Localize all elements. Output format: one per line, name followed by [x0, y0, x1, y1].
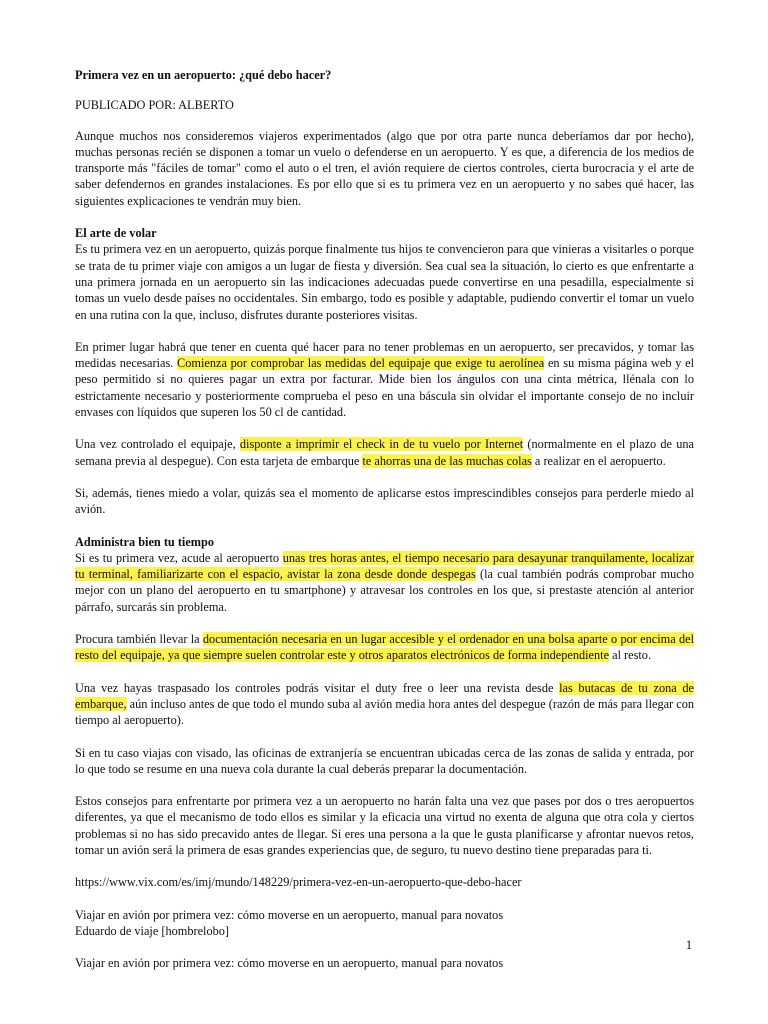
article-title: Primera vez en un aeropuerto: ¿qué debo hacer? — [75, 68, 332, 82]
paragraph: Si en tu caso viajas con visado, las oficinas de extranjería se encuentran ubicadas cerca de las zonas de salida y entrada, por lo que todo se resume en una nueva cola durante la cual deberás preparar la documentación. — [75, 745, 694, 776]
highlighted-text: unas tres horas antes, el tiempo necesario para desayunar tranquilamente, localizar tu terminal, familiarizarte con el espacio, avistar la zona desde donde despegas — [75, 550, 695, 582]
text-run: Si es tu primera vez, acude al aeropuerto — [75, 550, 283, 565]
text-run: a realizar en el aeropuerto. — [531, 453, 666, 468]
section-heading-administra-tiempo: Administra bien tu tiempo — [75, 534, 215, 549]
reference-author: Eduardo de viaje [hombrelobo] — [75, 923, 229, 938]
highlighted-text: las butacas de tu zona de embarque, — [75, 680, 694, 711]
text-run: (normalmente en el plazo de una semana previa al despegue). Con esta tarjeta de embarque — [75, 437, 694, 468]
paragraph: Si, además, tienes miedo a volar, quizás sea el momento de aplicarse estos imprescindibles consejos para perderle miedo al avión. — [75, 485, 694, 517]
text-run: Una vez controlado el equipaje, — [75, 437, 240, 452]
article-byline: PUBLICADO POR: ALBERTO — [75, 98, 234, 113]
text-run: en su misma página web y el peso permitido si no quieres pagar un extra por facturar. Mide bien los ángulos con una cinta métrica, llénala con lo estrictamente necesario y posteriormente comprueba el peso en una báscula sin olvidar el importante consejo de no incluir envases con líquidos que superen los 50 cl de cantidad. — [75, 356, 694, 420]
section-heading-arte-de-volar: El arte de volar — [75, 226, 157, 241]
intro-paragraph: Aunque muchos nos consideremos viajeros experimentados (algo que por otra parte nunca deberíamos dar por hecho), muchas personas recién se disponen a tomar un vuelo o defenderse en un aeropuerto. Y es que, a diferencia de los medios de transporte más "fáciles de tomar" como el auto o el tren, el avión requiere de ciertos controles, cierta burocracia y el arte de saber defendernos en grandes instalaciones. Es por ello que si es tu primera vez en un aeropuerto y no sabes qué hacer, las siguientes explicaciones te vendrán muy bien. — [75, 128, 694, 208]
paragraph: Es tu primera vez en un aeropuerto, quizás porque finalmente tus hijos te convencieron para que vinieras a visitarles o porque se trata de tu primer viaje con amigos a un lugar de fiesta y diversión. Sea cual sea la situación, lo cierto es que enfrentarte a una primera jornada en un aeropuerto sin las indicaciones adecuadas puede convertirse en una pesadilla, especialmente si tomas un vuelo desde países no occidentales. Sin embargo, todo es posible y adaptable, pudiendo convertir el tomar un vuelo en una rutina con la que, incluso, disfrutes durante posteriores visitas. — [75, 242, 694, 322]
highlighted-text: Comienza por comprobar las medidas del equipaje que exige tu aerolínea — [177, 356, 545, 371]
paragraph — [75, 680, 694, 729]
reference-title: Viajar en avión por primera vez: cómo moverse en un aeropuerto, manual para novatos — [75, 907, 504, 922]
paragraph — [75, 436, 694, 469]
page-number: 1 — [685, 938, 692, 952]
source-url-link[interactable]: https://www.vix.com/es/imj/mundo/148229/primera-vez-en-un-aeropuerto-que-debo-hacer — [75, 875, 522, 890]
reference-block — [75, 907, 694, 940]
paragraph — [75, 339, 694, 420]
paragraph: Estos consejos para enfrentarte por primera vez a un aeropuerto no harán falta una vez que pases por dos o tres aeropuertos diferentes, ya que el mecanismo de todo ellos es similar y la eficacia una virtud no exenta de alguna que otra cola y ciertos problemas si no has sido precavido antes de llegar. Si eres una persona a la que le gusta planificarse y afrontar nuevos retos, tomar un avión será la primera de esas grandes experiencias que, de seguro, tu nuevo destino tiene preparadas para ti. — [75, 794, 694, 857]
text-run: Una vez hayas traspasado los controles podrás visitar el duty free o leer una revista desde — [75, 680, 560, 695]
text-run: al resto. — [609, 648, 652, 663]
text-run: (la cual también podrás comprobar mucho mejor con un plano del aeropuerto en tu smartphone) y atravesar los controles en los que, si prestaste atención al anterior párrafo, surcarás sin problema. — [75, 567, 694, 614]
reference-title-repeat: Viajar en avión por primera vez: cómo moverse en un aeropuerto, manual para novatos — [75, 956, 504, 971]
highlighted-text: disponte a imprimir el check in de tu vuelo por Internet — [239, 437, 524, 452]
highlighted-text: te ahorras una de las muchas colas — [362, 453, 532, 468]
paragraph — [75, 631, 694, 664]
text-run: aún incluso antes de que todo el mundo suba al avión media hora antes del despegue (razón de más para llegar con tiempo al aeropuerto). — [75, 696, 694, 728]
paragraph — [75, 550, 694, 615]
highlighted-text: documentación necesaria en un lugar accesible y el ordenador en una bolsa aparte o por encima del resto del equipaje, ya que siempre suelen controlar este y otros aparatos electrónicos de forma independiente — [75, 632, 694, 663]
text-run: Procura también llevar la — [75, 632, 203, 647]
text-run: En primer lugar habrá que tener en cuenta qué hacer para no tener problemas en un aeropuerto, ser precavidos, y tomar las medidas necesarias. — [75, 339, 694, 371]
